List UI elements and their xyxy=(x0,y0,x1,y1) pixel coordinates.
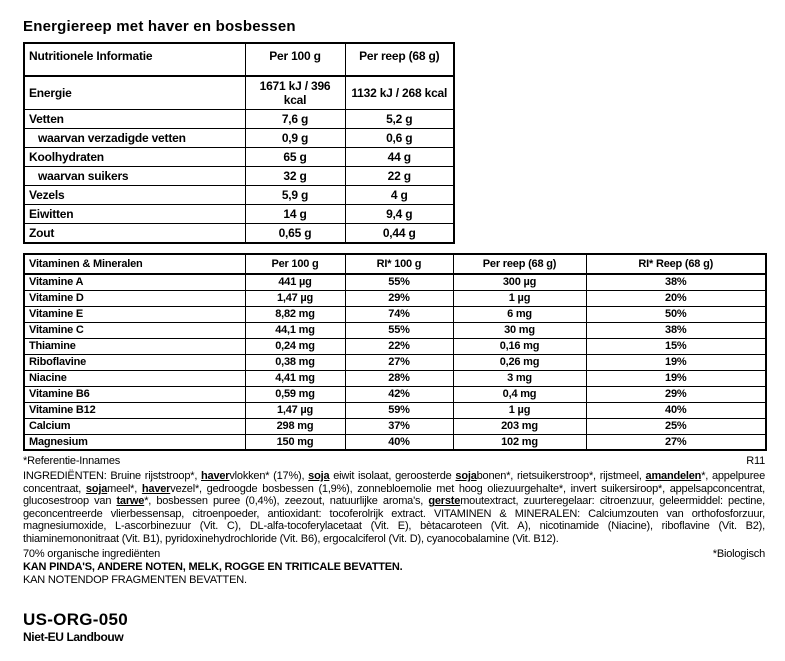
nutrition-row-label: Vezels xyxy=(24,186,245,205)
vitamin-row-label: Vitamine B12 xyxy=(24,402,245,418)
vitamin-value: 27% xyxy=(345,354,453,370)
nutrition-value-per100: 14 g xyxy=(245,205,345,224)
vitamin-row-label: Calcium xyxy=(24,418,245,434)
vitamin-value: 102 mg xyxy=(453,434,586,450)
vitamin-value: 1 µg xyxy=(453,402,586,418)
nutrition-value-perreep: 1132 kJ / 268 kcal xyxy=(345,76,454,110)
nutrition-row-label: Zout xyxy=(24,224,245,244)
nutrition-row xyxy=(24,167,454,186)
ingredient-text: INGREDIËNTEN: Bruine rijststroop*, xyxy=(23,470,202,482)
vitamin-value: 203 mg xyxy=(453,418,586,434)
certification-block xyxy=(23,610,765,644)
label-page xyxy=(23,18,765,644)
vitamin-value: 4,41 mg xyxy=(245,370,345,386)
vitamin-row xyxy=(24,386,766,402)
nutrition-value-perreep: 9,4 g xyxy=(345,205,454,224)
vitamin-value: 55% xyxy=(345,274,453,290)
vitamin-value: 0,16 mg xyxy=(453,338,586,354)
vitamin-value: 55% xyxy=(345,322,453,338)
vitamin-value: 38% xyxy=(586,322,766,338)
vitamin-value: 3 mg xyxy=(453,370,586,386)
vitamin-value: 19% xyxy=(586,370,766,386)
allergen-text: soja xyxy=(455,470,477,482)
vitamins-header-perreep: Per reep (68 g) xyxy=(453,254,586,274)
vitamin-value: 0,38 mg xyxy=(245,354,345,370)
allergen-text: haver xyxy=(201,470,230,482)
vitamin-row xyxy=(24,402,766,418)
biologisch-note: *Biologisch xyxy=(712,547,765,560)
vitamin-row xyxy=(24,434,766,450)
page-title: Energiereep met haver en bosbessen xyxy=(23,18,296,35)
vitamin-value: 8,82 mg xyxy=(245,306,345,322)
vitamin-value: 38% xyxy=(586,274,766,290)
vitamin-value: 37% xyxy=(345,418,453,434)
allergen-warning: KAN PINDA'S, ANDERE NOTEN, MELK, ROGGE EN TRITICALE BEVATTEN. xyxy=(23,560,403,573)
nutrition-value-per100: 65 g xyxy=(245,148,345,167)
vitamin-value: 30 mg xyxy=(453,322,586,338)
vitamins-header-label: Vitaminen & Mineralen xyxy=(24,254,245,274)
nutrition-row xyxy=(24,76,454,110)
ingredient-text: moutextract, zuurteregelaar: citroenzuur, geleermiddel: pectine, geconcentreerde vlierbessensap, citroenpoeder, antioxidant: tocoferolrijk extract. VITAMINEN & MINERALEN: Calciumzouten van orthofosforzuur, magnesiumoxide, L-ascorbinezuur (Vit. C), DL-alfa-tocoferylacetaat (Vit. E), bètacaroteen (Vit. A), nicotinamide (Niacine), riboflavine (Vit. B2), thiaminemononitraat (Vit. B1), pyridoxinehydrochloride (Vit. B6), ergocalciferol (Vit. D), cyanocobalamine (Vit. B12). xyxy=(23,495,765,545)
nutrition-row-label: Energie xyxy=(24,76,245,110)
ingredient-text: *, bosbessen puree (0,4%), zeezout, natuurlijke aroma's, xyxy=(144,495,429,508)
vitamin-row-label: Vitamine D xyxy=(24,290,245,306)
vitamin-value: 59% xyxy=(345,402,453,418)
vitamin-value: 42% xyxy=(345,386,453,402)
vitamin-value: 50% xyxy=(586,306,766,322)
vitamin-value: 0,4 mg xyxy=(453,386,586,402)
vitamin-value: 1,47 µg xyxy=(245,402,345,418)
nutrition-table-header xyxy=(24,43,454,76)
nutrition-header-label: Nutritionele Informatie xyxy=(24,43,245,76)
vitamin-value: 150 mg xyxy=(245,434,345,450)
ingredient-text: vlokken* (17%), xyxy=(229,470,309,482)
vitamin-value: 298 mg xyxy=(245,418,345,434)
vitamin-value: 15% xyxy=(586,338,766,354)
vitamins-table xyxy=(23,253,767,451)
vitamin-row-label: Vitamine B6 xyxy=(24,386,245,402)
vitamins-header-rireep: RI* Reep (68 g) xyxy=(586,254,766,274)
vitamin-value: 28% xyxy=(345,370,453,386)
vitamins-header-per100: Per 100 g xyxy=(245,254,345,274)
nutrition-header-per100: Per 100 g xyxy=(245,43,345,76)
vitamin-value: 29% xyxy=(345,290,453,306)
vitamins-table-header xyxy=(24,254,766,274)
vitamin-row-label: Vitamine C xyxy=(24,322,245,338)
nutrition-value-perreep: 44 g xyxy=(345,148,454,167)
nutrition-row xyxy=(24,224,454,244)
vitamin-value: 22% xyxy=(345,338,453,354)
vitamin-value: 19% xyxy=(586,354,766,370)
ingredient-text: vezel*, gedroogde bosbessen (1,9%), zonnebloemolie met hoog oliezuurgehalte*, invert suikersiroop*, appelsapconcentrat, glucosestroop van xyxy=(23,482,765,508)
footnote-line xyxy=(23,455,765,467)
vitamin-value: 20% xyxy=(586,290,766,306)
vitamin-row xyxy=(24,418,766,434)
organic-line xyxy=(23,548,765,560)
nutrition-table-body xyxy=(24,76,454,243)
vitamin-value: 0,24 mg xyxy=(245,338,345,354)
ingredient-text: bonen*, rietsuikerstroop*, rijstmeel, xyxy=(476,470,646,482)
vitamins-header-ri100: RI* 100 g xyxy=(345,254,453,274)
vitamin-value: 300 µg xyxy=(453,274,586,290)
vitamin-value: 1 µg xyxy=(453,290,586,306)
nutrition-row-label: Vetten xyxy=(24,110,245,129)
nutrition-value-per100: 0,9 g xyxy=(245,129,345,148)
allergen-text: gerste xyxy=(428,495,461,508)
vitamin-value: 25% xyxy=(586,418,766,434)
vitamin-row xyxy=(24,274,766,290)
allergen-text: soja xyxy=(308,470,330,482)
nutrition-value-per100: 1671 kJ / 396 kcal xyxy=(245,76,345,110)
vitamin-row-label: Magnesium xyxy=(24,434,245,450)
nutrition-value-perreep: 5,2 g xyxy=(345,110,454,129)
nutrition-value-perreep: 22 g xyxy=(345,167,454,186)
nutrition-row-label: Eiwitten xyxy=(24,205,245,224)
vitamin-row-label: Vitamine A xyxy=(24,274,245,290)
nutrition-row xyxy=(24,186,454,205)
vitamin-row-label: Thiamine xyxy=(24,338,245,354)
ingredient-text: meel*, xyxy=(107,482,142,495)
nutrition-row-label: waarvan suikers xyxy=(24,167,245,186)
vitamin-row-label: Vitamine E xyxy=(24,306,245,322)
nutrition-row xyxy=(24,129,454,148)
nutrition-header-row xyxy=(24,43,454,76)
allergen-text: tarwe xyxy=(116,495,145,508)
vitamin-row xyxy=(24,306,766,322)
vitamin-value: 40% xyxy=(345,434,453,450)
nutrition-value-per100: 0,65 g xyxy=(245,224,345,244)
nutrition-table xyxy=(23,42,455,244)
vitamins-table-body xyxy=(24,274,766,450)
vitamin-value: 0,59 mg xyxy=(245,386,345,402)
nutrition-value-per100: 7,6 g xyxy=(245,110,345,129)
vitamin-value: 29% xyxy=(586,386,766,402)
ingredient-text: *, appelpuree concentraat, xyxy=(23,470,765,495)
vitamins-header-row xyxy=(24,254,766,274)
vitamin-row xyxy=(24,338,766,354)
nutrition-row xyxy=(24,148,454,167)
reference-intake-note: *Referentie-Innames xyxy=(23,455,121,467)
agriculture-origin: Niet-EU Landbouw xyxy=(23,629,124,644)
vitamin-value: 1,47 µg xyxy=(245,290,345,306)
vitamin-row xyxy=(24,322,766,338)
organic-certification-code: US-ORG-050 xyxy=(23,609,129,629)
nutrition-value-per100: 32 g xyxy=(245,167,345,186)
organic-percent: 70% organische ingrediënten xyxy=(23,547,161,560)
nutrition-value-perreep: 4 g xyxy=(345,186,454,205)
vitamin-value: 441 µg xyxy=(245,274,345,290)
vitamin-value: 44,1 mg xyxy=(245,322,345,338)
vitamin-row xyxy=(24,290,766,306)
vitamin-value: 74% xyxy=(345,306,453,322)
revision-code: R11 xyxy=(746,455,765,467)
vitamin-row xyxy=(24,370,766,386)
ingredient-text: eiwit isolaat, geroosterde xyxy=(329,470,456,482)
shell-fragment-warning: KAN NOTENDOP FRAGMENTEN BEVATTEN. xyxy=(23,573,247,586)
nutrition-value-per100: 5,9 g xyxy=(245,186,345,205)
vitamin-row-label: Niacine xyxy=(24,370,245,386)
vitamin-value: 27% xyxy=(586,434,766,450)
nutrition-row-label: waarvan verzadigde vetten xyxy=(24,129,245,148)
nutrition-row xyxy=(24,205,454,224)
vitamin-value: 40% xyxy=(586,402,766,418)
nutrition-value-perreep: 0,6 g xyxy=(345,129,454,148)
allergen-text: soja xyxy=(85,482,108,495)
vitamin-row-label: Riboflavine xyxy=(24,354,245,370)
nutrition-value-perreep: 0,44 g xyxy=(345,224,454,244)
vitamin-value: 0,26 mg xyxy=(453,354,586,370)
vitamin-row xyxy=(24,354,766,370)
nutrition-row-label: Koolhydraten xyxy=(24,148,245,167)
vitamin-value: 6 mg xyxy=(453,306,586,322)
nutrition-row xyxy=(24,110,454,129)
allergen-text: haver xyxy=(141,482,171,495)
nutrition-header-perreep: Per reep (68 g) xyxy=(345,43,454,76)
allergen-text: amandelen xyxy=(645,470,702,482)
ingredients-paragraph xyxy=(23,470,765,546)
